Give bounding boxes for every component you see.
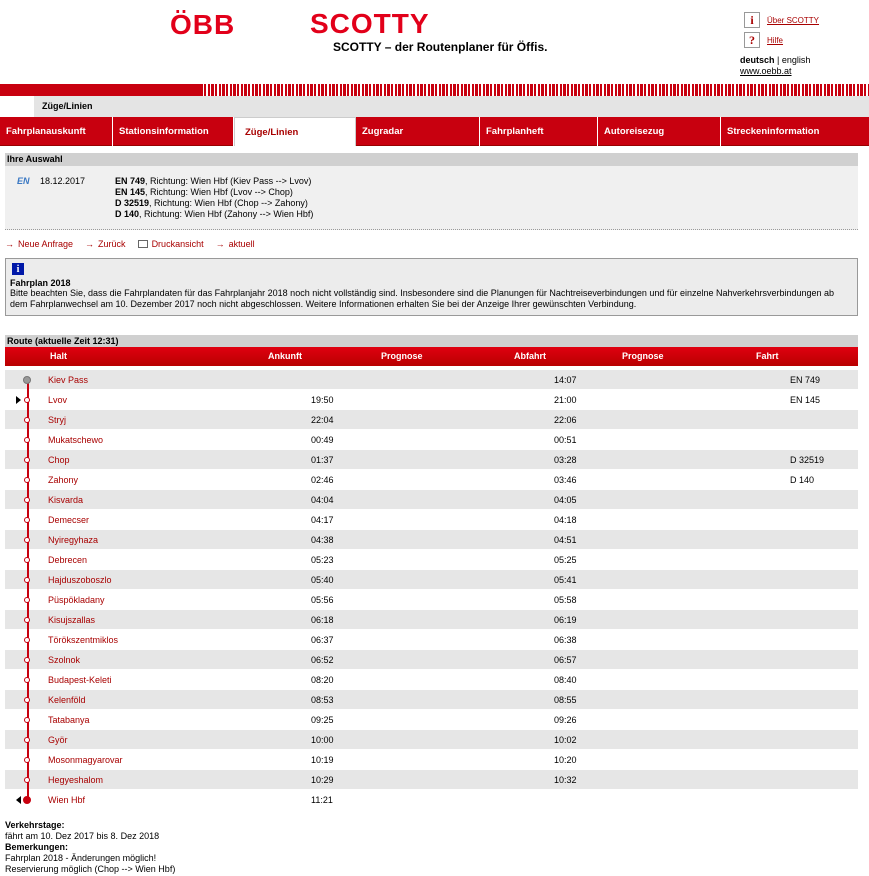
- arrival-time: 05:56: [311, 595, 334, 605]
- departure-time: 06:19: [554, 615, 577, 625]
- table-row: [5, 710, 858, 730]
- stop-marker-icon: [24, 557, 30, 563]
- departure-time: 05:58: [554, 595, 577, 605]
- arrival-time: 22:04: [311, 415, 334, 425]
- stripe-lines: [200, 84, 869, 96]
- departure-time: 22:06: [554, 415, 577, 425]
- stop-name-link[interactable]: Kelenföld: [48, 695, 86, 705]
- back-link[interactable]: → Zurück: [85, 239, 126, 249]
- col-abfahrt: Abfahrt: [514, 351, 546, 361]
- tagline: SCOTTY – der Routenplaner für Öffis.: [333, 40, 548, 54]
- route-table-body: [5, 370, 858, 810]
- notice-title: Fahrplan 2018: [10, 278, 71, 288]
- bemerkung-text: Fahrplan 2018 - Änderungen möglich!: [5, 853, 157, 863]
- table-row: [5, 590, 858, 610]
- selection-heading: Ihre Auswahl: [5, 153, 858, 166]
- obb-logo: ÖBB: [170, 9, 236, 40]
- stop-marker-icon: [24, 597, 30, 603]
- breadcrumb-spacer: [0, 96, 34, 117]
- arrival-time: 06:52: [311, 655, 334, 665]
- train-item: EN 145, Richtung: Wien Hbf (Lvov --> Chop): [115, 187, 293, 197]
- stop-name-link[interactable]: Püspökladany: [48, 595, 105, 605]
- route-table-header: [5, 347, 858, 366]
- timetable-notice: [5, 258, 858, 316]
- stop-name-link[interactable]: Kiev Pass: [48, 375, 89, 385]
- table-row: [5, 450, 858, 470]
- departure-time: 05:41: [554, 575, 577, 585]
- table-row: [5, 790, 858, 810]
- table-row: [5, 570, 858, 590]
- stop-name-link[interactable]: Chop: [48, 455, 70, 465]
- arrival-time: 06:37: [311, 635, 334, 645]
- stop-marker-icon: [24, 637, 30, 643]
- train-item: EN 749, Richtung: Wien Hbf (Kiev Pass --> Lvov): [115, 176, 312, 186]
- table-row: [5, 550, 858, 570]
- arrival-time: 04:38: [311, 535, 334, 545]
- scotty-logo: SCOTTY: [310, 8, 430, 39]
- tab-stationsinformation[interactable]: Stationsinformation: [113, 117, 234, 146]
- departure-time: 04:18: [554, 515, 577, 525]
- tab-autoreisezug[interactable]: Autoreisezug: [598, 117, 721, 146]
- departure-time: 10:20: [554, 755, 577, 765]
- arrow-right-icon: →: [85, 239, 95, 249]
- table-row: [5, 730, 858, 750]
- table-row: [5, 370, 858, 390]
- departure-time: 21:00: [554, 395, 577, 405]
- arrival-time: 10:29: [311, 775, 334, 785]
- arrow-left-icon: [16, 796, 21, 804]
- top-links: [740, 10, 865, 50]
- table-row: [5, 390, 858, 410]
- stop-name-link[interactable]: Demecser: [48, 515, 90, 525]
- stop-marker-icon: [24, 697, 30, 703]
- print-view-link[interactable]: Druckansicht: [138, 239, 204, 249]
- stop-name-link[interactable]: Hajduszoboszlo: [48, 575, 112, 585]
- stop-name-link[interactable]: Mukatschewo: [48, 435, 104, 445]
- table-row: [5, 430, 858, 450]
- stop-marker-icon: [24, 657, 30, 663]
- stop-marker-icon: [23, 796, 31, 804]
- departure-time: 00:51: [554, 435, 577, 445]
- arrival-time: 05:40: [311, 575, 334, 585]
- bemerkungen-label: Bemerkungen:: [5, 842, 69, 852]
- table-row: [5, 610, 858, 630]
- selection-panel: [5, 166, 858, 230]
- stop-name-link[interactable]: Hegyeshalom: [48, 775, 104, 785]
- train-item: D 140, Richtung: Wien Hbf (Zahony --> Wien Hbf): [115, 209, 314, 219]
- stop-name-link[interactable]: Budapest-Keleti: [48, 675, 112, 685]
- tab-fahrplanheft[interactable]: Fahrplanheft: [480, 117, 598, 146]
- departure-time: 10:32: [554, 775, 577, 785]
- header-stripe: [0, 84, 869, 96]
- oebb-site-link[interactable]: www.oebb.at: [740, 66, 792, 76]
- table-row: [5, 510, 858, 530]
- departure-time: 06:38: [554, 635, 577, 645]
- stop-marker-icon: [24, 417, 30, 423]
- footer-notes: [5, 820, 175, 875]
- stop-name-link[interactable]: Stryj: [48, 415, 66, 425]
- tab-fahrplanauskunft[interactable]: Fahrplanauskunft: [0, 117, 113, 146]
- departure-time: 04:05: [554, 495, 577, 505]
- new-query-link[interactable]: → Neue Anfrage: [5, 239, 74, 249]
- lang-separator: |: [777, 55, 780, 65]
- arrival-time: 00:49: [311, 435, 334, 445]
- train-number: EN 145: [790, 395, 821, 405]
- col-fahrt: Fahrt: [756, 351, 779, 361]
- stop-marker-icon: [24, 397, 30, 403]
- bemerkung-text: Reservierung möglich (Chop --> Wien Hbf): [5, 864, 176, 874]
- departure-time: 03:46: [554, 475, 577, 485]
- help-link-row[interactable]: [740, 30, 865, 50]
- departure-time: 06:57: [554, 655, 577, 665]
- arrow-right-icon: →: [5, 239, 14, 249]
- info-icon: i: [12, 263, 24, 275]
- stop-name-link[interactable]: Nyiregyhaza: [48, 535, 99, 545]
- language-switch: [740, 55, 810, 65]
- tab-streckeninformation[interactable]: Streckeninformation: [727, 126, 820, 137]
- about-link-row[interactable]: [740, 10, 865, 30]
- stop-name-link[interactable]: Mosonmagyarovar: [48, 755, 123, 765]
- stop-name-link[interactable]: Wien Hbf: [48, 795, 86, 805]
- stop-name-link[interactable]: Zahony: [48, 475, 79, 485]
- stripe-solid: [0, 84, 200, 96]
- arrival-time: 01:37: [311, 455, 334, 465]
- table-row: [5, 410, 858, 430]
- stop-marker-icon: [24, 757, 30, 763]
- selection-date: 18.12.2017: [40, 176, 86, 186]
- table-row: [5, 530, 858, 550]
- train-number: EN 749: [790, 375, 821, 385]
- arrival-time: 04:04: [311, 495, 334, 505]
- stop-name-link[interactable]: Szolnok: [48, 655, 81, 665]
- train-number: D 32519: [790, 455, 825, 465]
- col-ankunft: Ankunft: [268, 351, 302, 361]
- arrival-time: 05:23: [311, 555, 334, 565]
- lang-deutsch[interactable]: deutsch: [740, 55, 775, 65]
- arrival-time: 10:00: [311, 735, 334, 745]
- printer-icon: [138, 240, 148, 248]
- about-link[interactable]: Über SCOTTY: [767, 15, 820, 25]
- arrow-right-icon: [16, 396, 21, 404]
- train-item: D 32519, Richtung: Wien Hbf (Chop --> Zahony): [115, 198, 308, 208]
- arrival-time: 06:18: [311, 615, 334, 625]
- stop-marker-icon: [24, 677, 30, 683]
- verkehrstage-text: fährt am 10. Dez 2017 bis 8. Dez 2018: [5, 831, 160, 841]
- stop-marker-icon: [24, 497, 30, 503]
- help-icon: ?: [744, 32, 760, 48]
- main-nav: [0, 117, 869, 146]
- tab-zugradar[interactable]: Zugradar: [356, 117, 480, 146]
- product-en-icon: EN: [17, 176, 30, 186]
- refresh-link[interactable]: → aktuell: [215, 239, 255, 249]
- stop-name-link[interactable]: Kisujszallas: [48, 615, 96, 625]
- train-list: [115, 176, 313, 220]
- stop-name-link[interactable]: Tatabanya: [48, 715, 90, 725]
- table-row: [5, 490, 858, 510]
- stop-marker-icon: [24, 777, 30, 783]
- stop-marker-icon: [24, 717, 30, 723]
- departure-time: 09:26: [554, 715, 577, 725]
- departure-time: 08:55: [554, 695, 577, 705]
- tab-zuege-linien[interactable]: Züge/Linien: [234, 117, 356, 146]
- train-number: D 140: [790, 475, 815, 485]
- departure-time: 04:51: [554, 535, 577, 545]
- arrival-time: 11:21: [311, 795, 333, 805]
- stop-marker-icon: [24, 437, 30, 443]
- help-link[interactable]: Hilfe: [767, 35, 784, 45]
- stop-name-link[interactable]: Lvov: [48, 395, 68, 405]
- route-heading: Route (aktuelle Zeit 12:31): [5, 335, 858, 348]
- table-row: [5, 770, 858, 790]
- lang-english[interactable]: english: [781, 55, 811, 65]
- arrival-time: 19:50: [311, 395, 334, 405]
- verkehrstage-label: Verkehrstage:: [5, 820, 65, 830]
- stop-marker-icon: [24, 477, 30, 483]
- stop-marker-icon: [23, 376, 31, 384]
- stop-marker-icon: [24, 537, 30, 543]
- notice-text: Bitte beachten Sie, dass die Fahrplandaten für das Fahrplanjahr 2018 noch nicht vollständig sind. Insbesondere sind die Planungen für Nachtreiseverbindungen und für einzelne Nahverkehrsverbindungen ab dem Fahrplanwechsel am 10. Dezember 2017 noch nicht abgeschlossen. Weitere Informationen erhalten Sie bei der Anzeige Ihrer gewünschten Verbindung.: [10, 288, 835, 309]
- arrival-time: 09:25: [311, 715, 334, 725]
- breadcrumb: Züge/Linien: [34, 96, 869, 117]
- table-row: [5, 690, 858, 710]
- stop-marker-icon: [24, 457, 30, 463]
- col-halt: Halt: [50, 351, 68, 361]
- arrow-right-icon: →: [215, 239, 225, 249]
- stop-marker-icon: [24, 617, 30, 623]
- departure-time: 05:25: [554, 555, 577, 565]
- stop-marker-icon: [24, 517, 30, 523]
- stop-name-link[interactable]: Debrecen: [48, 555, 88, 565]
- table-row: [5, 650, 858, 670]
- table-row: [5, 750, 858, 770]
- table-row: [5, 630, 858, 650]
- stop-name-link[interactable]: Györ: [48, 735, 68, 745]
- table-row: [5, 470, 858, 490]
- col-prognose-ab: Prognose: [622, 351, 664, 361]
- departure-time: 08:40: [554, 675, 577, 685]
- stop-name-link[interactable]: Kisvarda: [48, 495, 84, 505]
- arrival-time: 02:46: [311, 475, 334, 485]
- action-links: [5, 239, 267, 249]
- stop-name-link[interactable]: Törökszentmiklos: [48, 635, 119, 645]
- table-row: [5, 670, 858, 690]
- departure-time: 10:02: [554, 735, 577, 745]
- col-prognose-an: Prognose: [381, 351, 423, 361]
- arrival-time: 04:17: [311, 515, 334, 525]
- arrival-time: 08:20: [311, 675, 334, 685]
- info-icon: i: [744, 12, 760, 28]
- departure-time: 03:28: [554, 455, 577, 465]
- stop-marker-icon: [24, 737, 30, 743]
- arrival-time: 08:53: [311, 695, 334, 705]
- departure-time: 14:07: [554, 375, 577, 385]
- arrival-time: 10:19: [311, 755, 334, 765]
- stop-marker-icon: [24, 577, 30, 583]
